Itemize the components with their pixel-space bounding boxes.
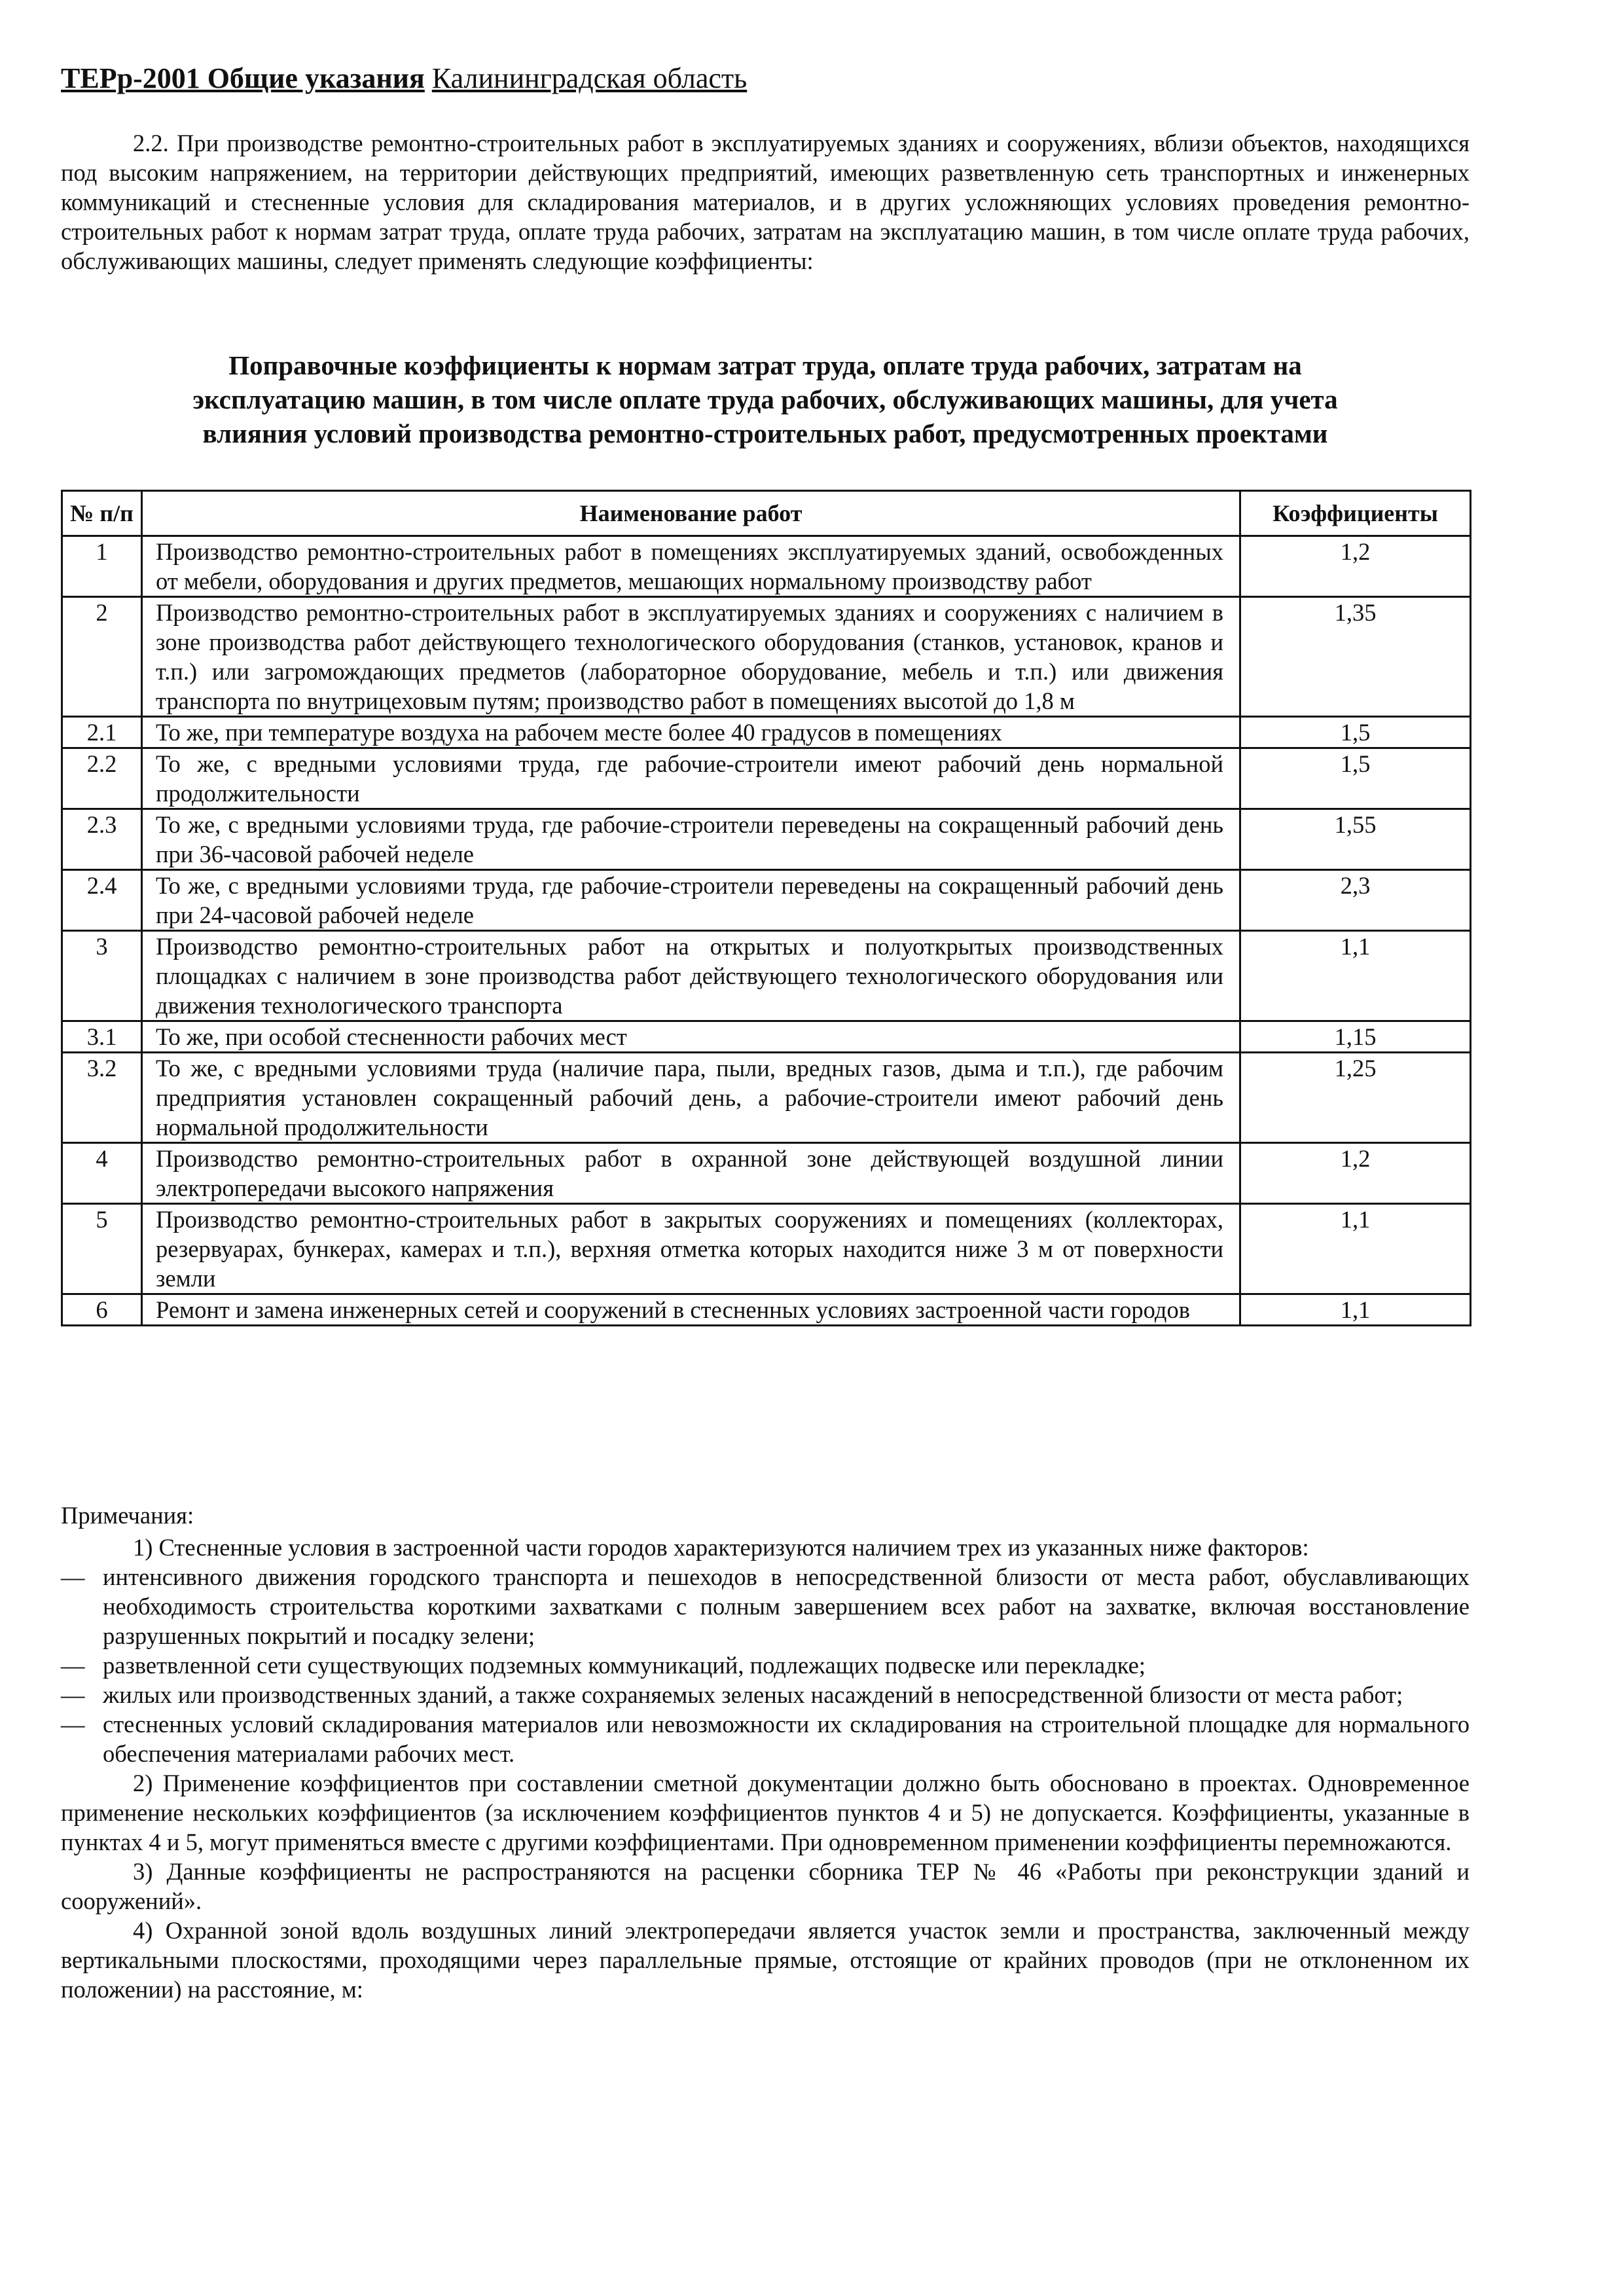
header-coef: Коэффициенты	[1240, 491, 1471, 536]
row-num: 2.1	[62, 717, 142, 748]
row-name: Ремонт и замена инженерных сетей и сооружений в стесненных условиях застроенной части городов	[142, 1294, 1240, 1326]
bullet-text: разветвленной сети существующих подземных коммуникаций, подлежащих подвеске или перекладке;	[103, 1652, 1146, 1679]
note-2: 2) Применение коэффициентов при составлении сметной документации должно быть обосновано в проектах. Одновременное применение нескольких коэффициентов (за исключением коэффициентов пунктов 4 и 5) не допускается. Коэффициенты, указанные в пунктах 4 и 5, могут применяться вместе с другими коэффициентами. При одновременном применении коэффициенты перемножаются.	[61, 1770, 1470, 1855]
header-num: № п/п	[62, 491, 142, 536]
table-row	[62, 597, 1471, 717]
notes-title: Примечания:	[61, 1502, 194, 1529]
table-title-line: эксплуатацию машин, в том числе оплате труда рабочих, обслуживающих машины, для учета	[192, 384, 1338, 414]
row-name: Производство ремонтно-строительных работ в охранной зоне действующей воздушной линии электропередачи высокого напряжения	[142, 1143, 1240, 1204]
row-coef: 1,1	[1240, 931, 1471, 1021]
table-row	[62, 1021, 1471, 1053]
row-name: То же, при температуре воздуха на рабочем месте более 40 градусов в помещениях	[142, 717, 1240, 748]
note-bullet	[61, 1680, 1470, 1709]
table-row	[62, 931, 1471, 1021]
row-coef: 2,3	[1240, 870, 1471, 931]
row-name: Производство ремонтно-строительных работ на открытых и полуоткрытых производственных площадках с наличием в зоне производства работ действующего технологического оборудования или движения технологического транспорта	[142, 931, 1240, 1021]
row-num: 2	[62, 597, 142, 717]
note-bullet	[61, 1650, 1470, 1680]
header-region: Калининградская область	[431, 62, 748, 94]
row-num: 6	[62, 1294, 142, 1326]
row-name: Производство ремонтно-строительных работ в эксплуатируемых зданиях и сооружениях с наличием в зоне производства работ действующего технологического оборудования (станков, установок, кранов и т.п.) или загромождающих предметов (лабораторное оборудование, мебель и т.п.) или движения транспорта по внутрицеховым путям; производство работ в помещениях высотой до 1,8 м	[142, 597, 1240, 717]
note-bullet	[61, 1709, 1470, 1768]
intro-paragraph: 2.2. При производстве ремонтно-строительных работ в эксплуатируемых зданиях и сооружениях, вблизи объектов, находящихся под высоким напряжением, на территории действующих предприятий, имеющих разветвленную сеть транспортных и инженерных коммуникаций и стесненные условия для складирования материалов, и в других усложняющих условиях проведения ремонтно-строительных работ к нормам затрат труда, оплате труда рабочих, затратам на эксплуатацию машин, в том числе оплате труда рабочих, обслуживающих машины, следует применять следующие коэффициенты:	[61, 130, 1470, 274]
row-name: То же, с вредными условиями труда (наличие пара, пыли, вредных газов, дыма и т.п.), где рабочим предприятия установлен сокращенный рабочий день, а рабочие-строители имеют рабочий день нормальной продолжительности	[142, 1053, 1240, 1143]
row-name: То же, с вредными условиями труда, где рабочие-строители переведены на сокращенный рабочий день при 24-часовой рабочей неделе	[142, 870, 1240, 931]
row-coef: 1,35	[1240, 597, 1471, 717]
row-coef: 1,25	[1240, 1053, 1471, 1143]
row-name: То же, с вредными условиями труда, где рабочие-строители имеют рабочий день нормальной продолжительности	[142, 748, 1240, 809]
row-num: 2.4	[62, 870, 142, 931]
note-1: 1) Стесненные условия в застроенной части городов характеризуются наличием трех из указанных ниже факторов:	[133, 1534, 1309, 1561]
table-row	[62, 1294, 1471, 1326]
table-row	[62, 809, 1471, 870]
row-num: 4	[62, 1143, 142, 1204]
row-num: 3.2	[62, 1053, 142, 1143]
row-num: 2.2	[62, 748, 142, 809]
table-title-line: Поправочные коэффициенты к нормам затрат труда, оплате труда рабочих, затратам на	[228, 350, 1302, 380]
row-num: 2.3	[62, 809, 142, 870]
row-name: То же, с вредными условиями труда, где рабочие-строители переведены на сокращенный рабочий день при 36-часовой рабочей неделе	[142, 809, 1240, 870]
note-4: 4) Охранной зоной вдоль воздушных линий электропередачи является участок земли и пространства, заключенный между вертикальными плоскостями, проходящими через параллельные прямые, отстоящие от крайних проводов (при не отклоненном их положении) на расстояние, м:	[61, 1917, 1470, 2003]
row-coef: 1,2	[1240, 536, 1471, 597]
table-row	[62, 536, 1471, 597]
row-name: Производство ремонтно-строительных работ в помещениях эксплуатируемых зданий, освобожденных от мебели, оборудования и других предметов, мешающих нормальному производству работ	[142, 536, 1240, 597]
row-num: 5	[62, 1204, 142, 1294]
dash-mark: —	[61, 1563, 85, 1590]
dash-mark: —	[61, 1652, 85, 1679]
dash-mark: —	[61, 1681, 85, 1708]
table-row	[62, 1204, 1471, 1294]
header-title: ТЕРр-2001 Общие указания	[61, 62, 425, 94]
row-num: 1	[62, 536, 142, 597]
header-name: Наименование работ	[142, 491, 1240, 536]
bullet-text: интенсивного движения городского транспорта и пешеходов в непосредственной близости от места работ, обуславливающих необходимость строительства короткими захватками с полным завершением всех работ на захватке, включая восстановление разрушенных покрытий и посадку зелени;	[103, 1563, 1470, 1649]
coefficients-table	[61, 490, 1471, 1326]
row-coef: 1,5	[1240, 717, 1471, 748]
table-header-row	[62, 491, 1471, 536]
page-header	[61, 60, 1501, 97]
row-coef: 1,1	[1240, 1294, 1471, 1326]
bullet-text: стесненных условий складирования материалов или невозможности их складирования на строительной площадке для нормального обеспечения материалами рабочих мест.	[103, 1711, 1470, 1767]
row-coef: 1,5	[1240, 748, 1471, 809]
table-row	[62, 1143, 1471, 1204]
notes-section	[61, 1501, 1470, 2004]
row-coef: 1,2	[1240, 1143, 1471, 1204]
row-num: 3	[62, 931, 142, 1021]
row-num: 3.1	[62, 1021, 142, 1053]
row-coef: 1,1	[1240, 1204, 1471, 1294]
table-row	[62, 717, 1471, 748]
row-name: То же, при особой стесненности рабочих мест	[142, 1021, 1240, 1053]
note-bullet	[61, 1562, 1470, 1650]
dash-mark: —	[61, 1711, 85, 1738]
row-name: Производство ремонтно-строительных работ в закрытых сооружениях и помещениях (коллекторах, резервуарах, бункерах, камерах и т.п.), верхняя отметка которых находится ниже 3 м от поверхности земли	[142, 1204, 1240, 1294]
row-coef: 1,15	[1240, 1021, 1471, 1053]
table-row	[62, 748, 1471, 809]
table-title-line: влияния условий производства ремонтно-строительных работ, предусмотренных проектами	[202, 418, 1328, 448]
row-coef: 1,55	[1240, 809, 1471, 870]
bullet-text: жилых или производственных зданий, а также сохраняемых зеленых насаждений в непосредственной близости от места работ;	[103, 1681, 1403, 1708]
table-row	[62, 1053, 1471, 1143]
note-3: 3) Данные коэффициенты не распространяются на расценки сборника ТЕР № 46 «Работы при реконструкции зданий и сооружений».	[61, 1858, 1470, 1914]
table-title	[61, 348, 1470, 450]
table-row	[62, 870, 1471, 931]
